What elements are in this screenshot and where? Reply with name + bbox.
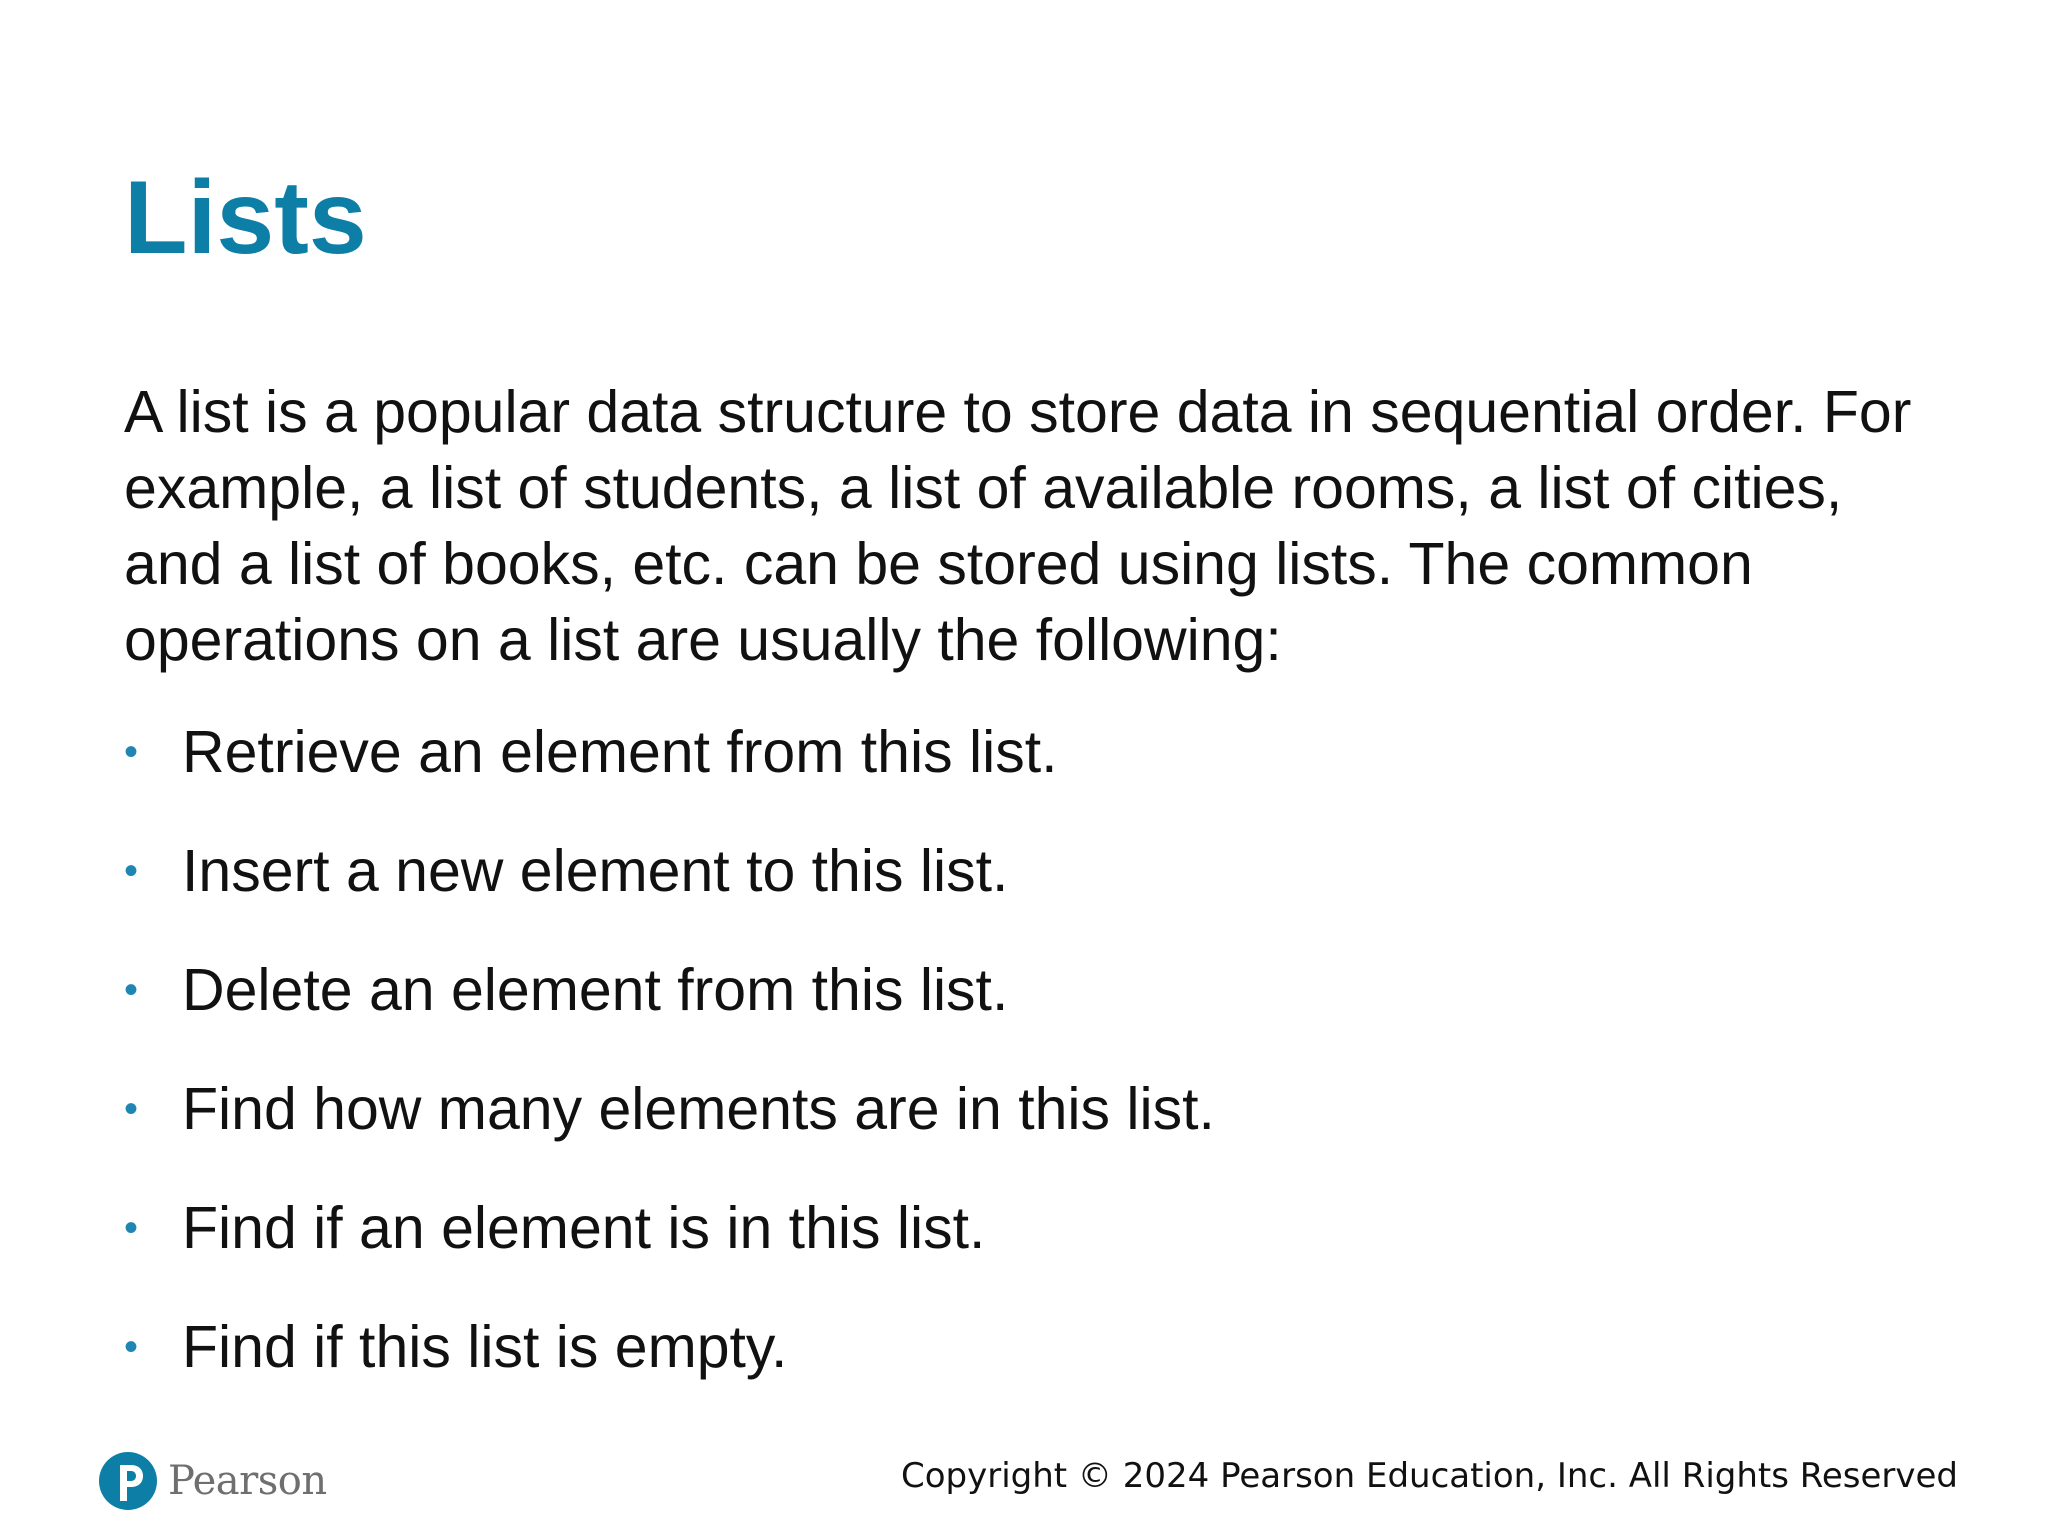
pearson-logo-icon (98, 1451, 158, 1511)
list-item (124, 1307, 1924, 1426)
bullet-icon: • (124, 849, 139, 893)
list-item (124, 1188, 1924, 1307)
list-item-text: Find if an element is in this list. (182, 1195, 986, 1261)
list-item-text: Find how many elements are in this list. (182, 1076, 1215, 1142)
bullet-icon: • (124, 968, 139, 1012)
pearson-wordmark: Pearson (168, 1458, 327, 1504)
bullet-icon: • (124, 1325, 139, 1369)
list-item-text: Delete an element from this list. (182, 957, 1009, 1023)
operations-list (124, 712, 1924, 1426)
list-item (124, 831, 1924, 950)
bullet-icon: • (124, 730, 139, 774)
list-item-text: Retrieve an element from this list. (182, 719, 1058, 785)
list-item (124, 950, 1924, 1069)
pearson-logo (98, 1445, 327, 1517)
list-item (124, 712, 1924, 831)
bullet-icon: • (124, 1087, 139, 1131)
slide-title: Lists (124, 160, 367, 276)
list-item-text: Insert a new element to this list. (182, 838, 1009, 904)
bullet-icon: • (124, 1206, 139, 1250)
copyright-notice: Copyright © 2024 Pearson Education, Inc. All Rights Reserved (900, 1456, 1958, 1496)
list-item (124, 1069, 1924, 1188)
intro-paragraph: A list is a popular data structure to store data in sequential order. For example, a list of students, a list of available rooms, a list of cities, and a list of books, etc. can be stored using lists. The common operations on a list are usually the following: (124, 379, 1912, 673)
list-item-text: Find if this list is empty. (182, 1314, 788, 1380)
